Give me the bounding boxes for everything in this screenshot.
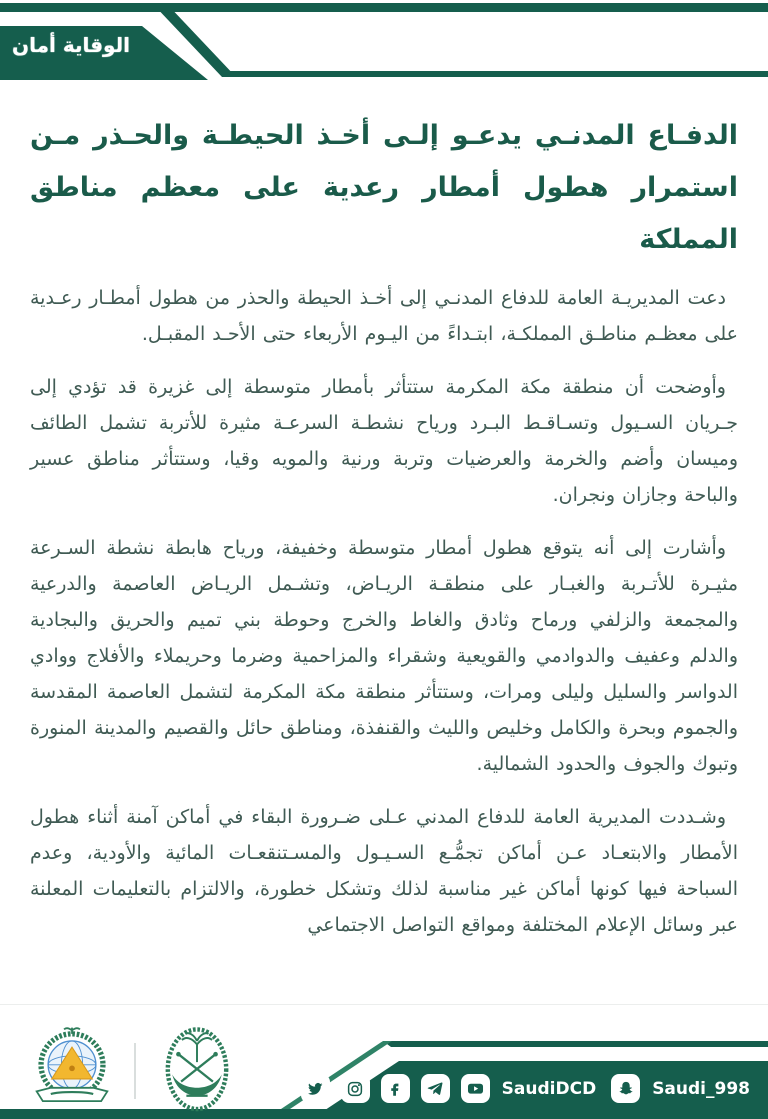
telegram-icon[interactable] xyxy=(421,1074,450,1103)
saudi998-handle[interactable]: Saudi_998 xyxy=(652,1078,750,1099)
footer-logo-divider xyxy=(134,1043,136,1099)
paragraph-makkah: وأوضحت أن منطقة مكة المكرمة ستتأثر بأمطار متوسطة إلى غزيرة قد تؤدي إلى جـريان السـيول وتسـاقـط البـرد ورياح نشطـة السرعـة مثيرة للأتربة تشمل الطائف وميسان وأضم والخرمة والعرضيات وتربة ورنية والمويه وقيا، وستتأثر مناطق عسير والباحة وجازان ونجران. xyxy=(30,376,738,506)
civil-defense-logo xyxy=(26,1025,118,1117)
footer-rule xyxy=(383,1041,768,1047)
header-rule xyxy=(225,71,768,77)
youtube-icon[interactable] xyxy=(461,1074,490,1103)
footer xyxy=(0,1004,768,1119)
footer-social-row xyxy=(301,1074,754,1103)
snapchat-icon[interactable] xyxy=(611,1074,640,1103)
footer-logos xyxy=(26,1025,242,1117)
header-ribbon xyxy=(0,0,768,86)
paragraph-advice: وشـددت المديرية العامة للدفاع المدني عـلى ضـرورة البقاء في أماكن آمنة أثناء هطول الأمطار والابتعـاد عـن أماكن تجمُّـع السـيـول والمسـتنقعـات المائية والأودية، وعدم السباحة فيها كونها أماكن غير مناسبة لذلك وتشكل خطورة، والالتزام بالتعليمات المعلنة عبر وسائل الإعلام المختلفة ومواقع التواصل الاجتماعي xyxy=(30,806,738,936)
paragraph-intro: دعت المديريـة العامة للدفاع المدنـي إلى أخـذ الحيطة والحذر من هطول أمطـار رعـدية على معظـم مناطـق المملكـة، ابتـداءً من اليـوم الأربعاء حتى الأحـد المقبـل. xyxy=(30,287,738,345)
header-top-bar-cut xyxy=(139,3,768,12)
paragraph-riyadh: وأشارت إلى أنه يتوقع هطول أمطار متوسطة وخفيفة، ورياح هابطة نشطة السـرعة مثيـرة للأتـربة والغبـار على منطقـة الريـاض، وتشـمل الريـاض العاصمة والدرعية والمجمعة والزلفي ورماح وثادق والغاط والخرج وحوطة بني تميم والحريق والبجادية والدلم وعفيف والدوادمي والقويعية وشقراء والمزاحمية وضرما وحريملاء والأفلاج ووادي الدواسر والسليل وليلى ومرات، وستتأثر منطقة مكة المكرمة لتشمل العاصمة المقدسة والجموم وبحرة والكامل وخليص والليث والقنفذة، ومناطق حائل والقصيم والمدينة المنورة وتبوك والجوف والحدود الشمالية. xyxy=(30,537,738,775)
twitter-icon[interactable] xyxy=(301,1074,330,1103)
article xyxy=(0,96,768,960)
title-line-1: الدفـاع المدنـي يدعـو إلـى أخـذ الحيطـة والحـذر مـن xyxy=(30,120,738,151)
facebook-icon[interactable] xyxy=(381,1074,410,1103)
article-title xyxy=(30,110,738,266)
title-line-2: استمرار هطول أمطار رعدية على معظم مناطق المملكة xyxy=(30,172,738,255)
ministry-of-interior-logo xyxy=(152,1025,242,1117)
saudidcd-handle[interactable]: SaudiDCD xyxy=(501,1078,597,1099)
instagram-icon[interactable] xyxy=(341,1074,370,1103)
ribbon-calligraphy: الوقاية أمان xyxy=(12,33,130,57)
